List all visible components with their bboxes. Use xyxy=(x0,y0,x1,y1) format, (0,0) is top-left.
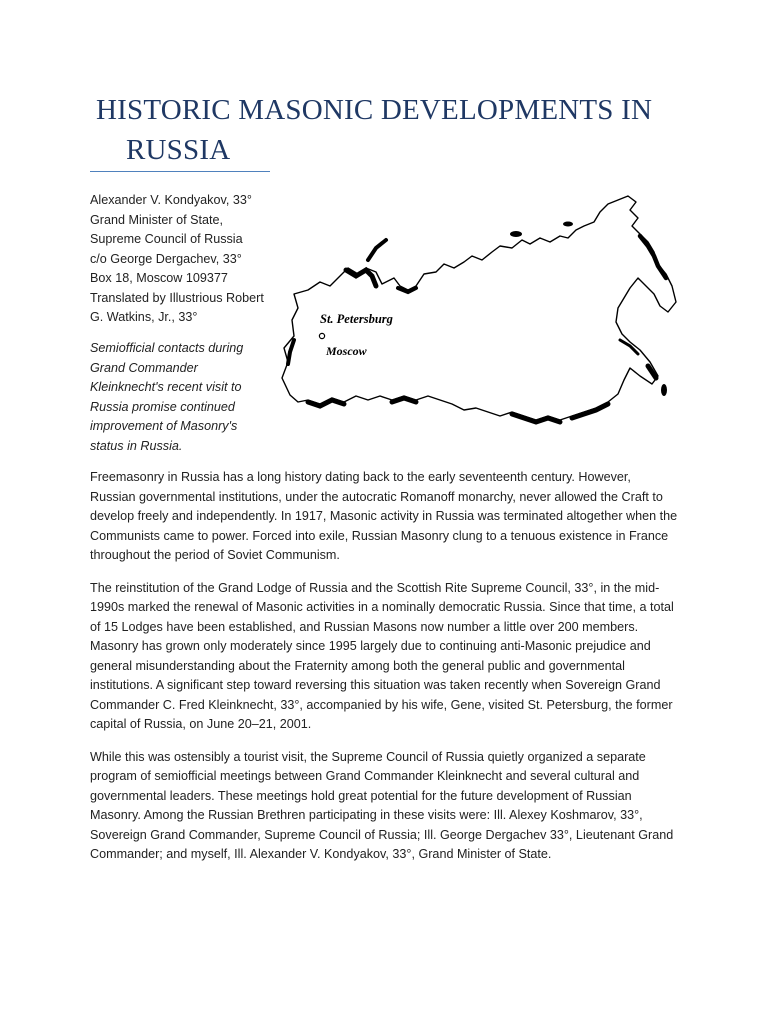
paragraph: Freemasonry in Russia has a long history dating back to the early seventeenth century. However, Russian governmental institutions, under the autocratic Romanoff monarchy, never allowed the Craft to develop freely and independently. In 1917, Masonic activity in Russia was terminated altogether when the Communists came to power. Forced into exile, Russian Masonry clung to a tenuous existence in France throughout the period of Soviet Communism. xyxy=(90,470,678,562)
author-line: Supreme Council of Russia xyxy=(90,232,243,246)
island xyxy=(563,222,573,227)
russia-map xyxy=(268,190,680,440)
author-line: Translated by Illustrious Robert xyxy=(90,290,264,305)
island xyxy=(661,384,667,396)
russia-outline xyxy=(282,196,676,420)
title-underline xyxy=(90,171,270,172)
title-line-2: RUSSIA xyxy=(126,134,231,166)
document-title xyxy=(96,90,696,170)
body-text xyxy=(90,468,678,878)
author-block xyxy=(90,191,280,328)
author-line: Grand Minister of State, xyxy=(90,212,223,227)
novaya-zemlya xyxy=(368,240,386,260)
author-line: Box 18, Moscow 109377 xyxy=(90,271,228,285)
abstract: Semiofficial contacts during Grand Commander Kleinknecht's recent visit to Russia promise continued improvement of Masonry's status in Russia. xyxy=(90,341,244,453)
moscow-marker xyxy=(319,333,324,338)
author-line: c/o George Dergachev, 33° xyxy=(90,251,242,266)
author-line: G. Watkins, Jr., 33° xyxy=(90,310,198,324)
paragraph: The reinstitution of the Grand Lodge of Russia and the Scottish Rite Supreme Council, 33°, in the mid-1990s marked the renewal of Masonic activities in a nominally democratic Russia. Since that time, a total of 15 Lodges have been established, and Russian Masons now number a little over 200 members. Masonry has grown only moderately since 1995 largely due to continuing anti-Masonic prejudice and general misunderstanding about the Fraternity among both the general public and governmental institutions. A significant step toward reversing this situation was taken recently when Sovereign Grand Commander C. Fred Kleinknecht, 33°, accompanied by his wife, Gene, visited St. Petersburg, the former capital of Russia, on June 20–21, 2001. xyxy=(90,580,674,731)
moscow-label: Moscow xyxy=(326,344,367,358)
author-line: Alexander V. Kondyakov, 33° xyxy=(90,193,252,207)
coast-shadow-south-2 xyxy=(392,398,416,402)
st-petersburg-label: St. Petersburg xyxy=(320,312,393,326)
island xyxy=(510,231,522,237)
title-line-1: HISTORIC MASONIC DEVELOPMENTS IN xyxy=(96,94,653,126)
paragraph: While this was ostensibly a tourist visit, the Supreme Council of Russia quietly organized a separate program of semiofficial meetings between Grand Commander Kleinknecht and several cultural and governmental leaders. These meetings hold great potential for the future development of Russian Masonry. Among the Russian Brethren participating in these visits were: Ill. Alexey Koshmarov, 33°, Sovereign Grand Commander, Supreme Council of Russia; Ill. George Dergachev 33°, Lieutenant Grand Commander; and myself, Ill. Alexander V. Kondyakov, 33°, Grand Minister of State. xyxy=(90,749,674,861)
